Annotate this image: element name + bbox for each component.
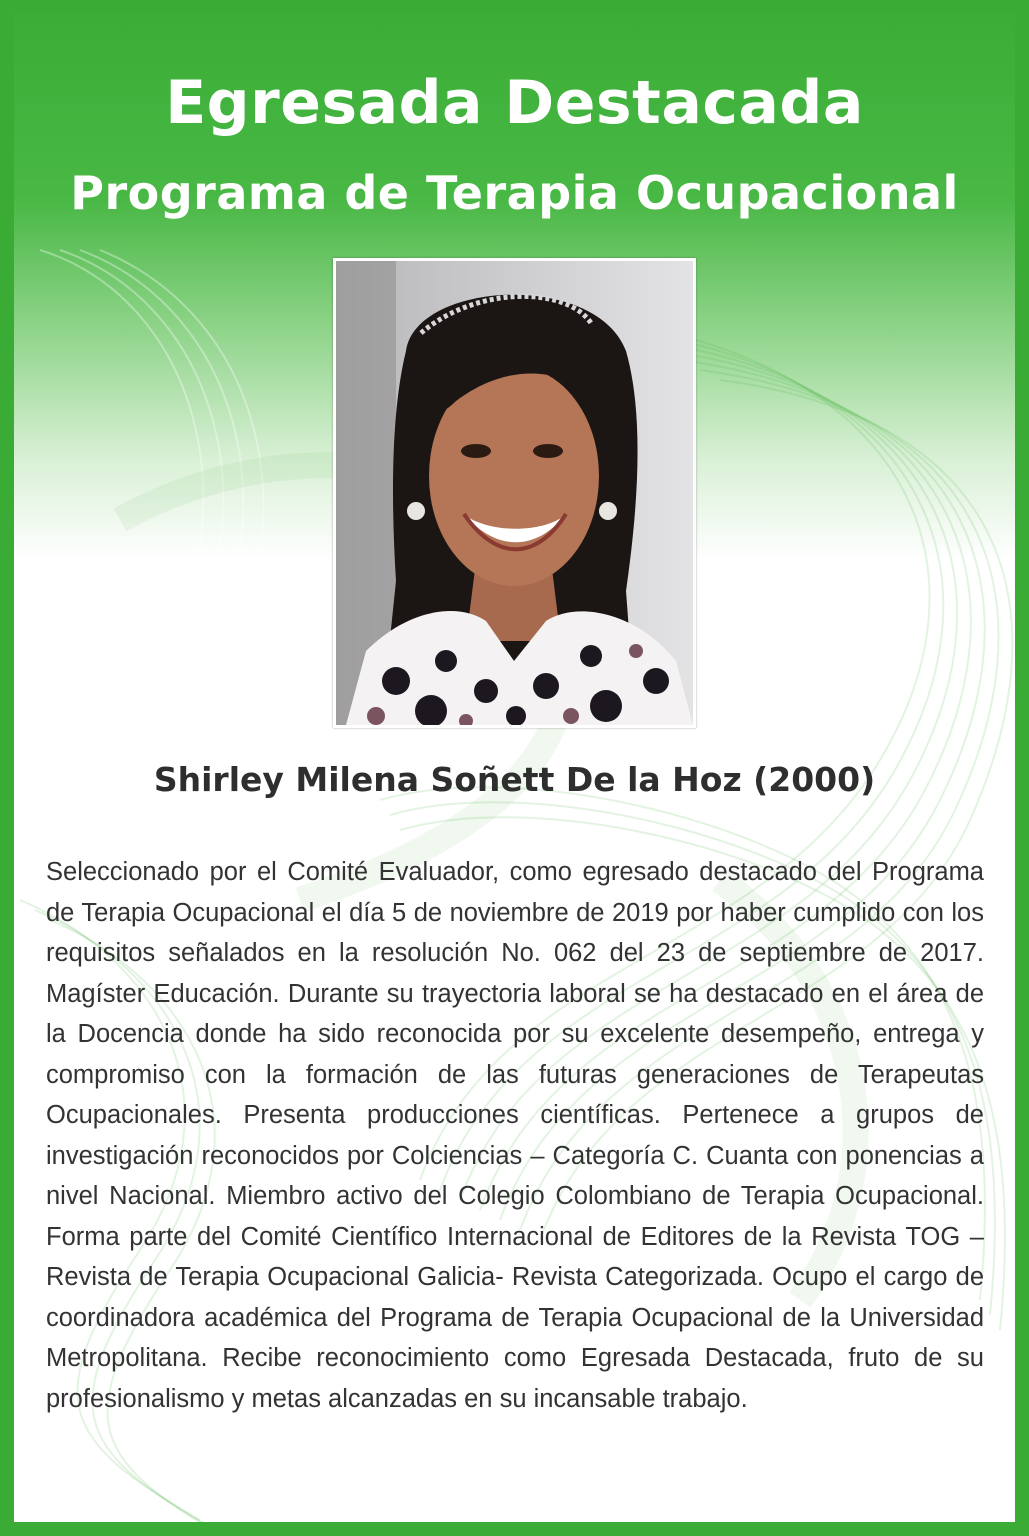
program-subtitle: Programa de Terapia Ocupacional <box>70 166 959 220</box>
portrait-photo-icon <box>336 261 693 725</box>
biography-text: Seleccionado por el Comité Evaluador, como egresado destacado del Programa de Terapia Ocupacional el día 5 de noviembre de 2019 por haber cumplido con los requisitos señalados en la resolución No. 062 del 23 de septiembre de 2017. Magíster Educación. Durante su trayectoria laboral se ha destacado en el área de la Docencia donde ha sido reconocida por su excelente desempeño, entrega y compromiso con la formación de las futuras generaciones de Terapeutas Ocupacionales. Presenta producciones científicas. Pertenece a grupos de investigación reconocidos por Colciencias – Categoría C. Cuanta con ponencias a nivel Nacional. Miembro activo del Colegio Colombiano de Terapia Ocupacional. Forma parte del Comité Científico Internacional de Editores de la Revista TOG – Revista de Terapia Ocupacional Galicia- Revista Categorizada. Ocupo el cargo de coordinadora académica del Programa de Terapia Ocupacional de la Universidad Metropolitana. Recibe reconocimiento como Egresada Destacada, fruto de su profesionalismo y metas alcanzadas en su incansable trabajo. <box>46 858 984 1413</box>
portrait-photo <box>333 258 696 728</box>
page-title: Egresada Destacada <box>165 68 864 138</box>
graduate-name: Shirley Milena Soñett De la Hoz (2000) <box>153 760 876 799</box>
